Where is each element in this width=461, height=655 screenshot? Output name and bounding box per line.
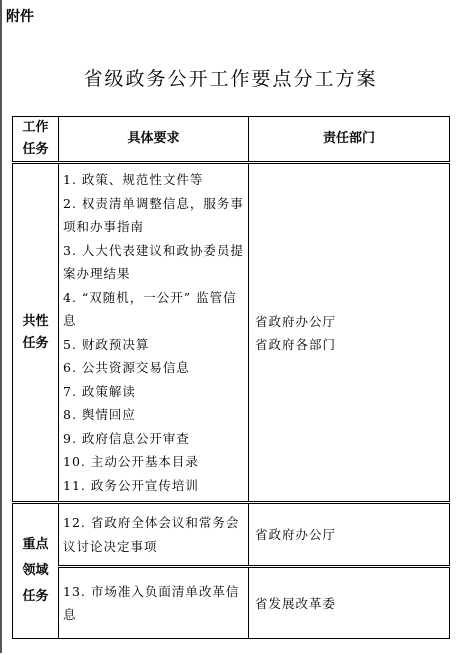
requirement-item: 6. 公共资源交易信息 (63, 360, 190, 375)
key-requirement-2: 13. 市场准入负面清单改革信息 (59, 567, 249, 639)
requirement-item: 8. 舆情回应 (63, 407, 136, 422)
header-task (13, 117, 59, 163)
page-title: 省级政务公开工作要点分工方案 (83, 68, 378, 90)
key-task-cell (13, 503, 59, 639)
requirement-item: 9. 政府信息公开审查 (63, 430, 190, 446)
requirement-item: 3. 人大代表建议和政协委员提案办理结果 (63, 242, 244, 281)
key-task-line3: 任务 (22, 589, 49, 604)
header-department: 责任部门 (249, 117, 450, 163)
attachment-label: 附件 (6, 9, 34, 25)
task-table (12, 116, 450, 639)
department-line: 省政府办公厅 (255, 313, 337, 329)
requirement-item: 11. 政务公开宣传培训 (63, 477, 199, 493)
table-header-row (13, 117, 450, 163)
department-line: 省政府各部门 (255, 336, 337, 352)
requirement-item: 7. 政策解读 (63, 383, 136, 399)
header-task-line2: 任务 (22, 142, 49, 157)
header-requirement: 具体要求 (59, 117, 249, 163)
requirement-item: 2. 权责清单调整信息，服务事项和办事指南 (63, 195, 244, 234)
common-task-line1: 共性 (22, 313, 49, 329)
common-departments (249, 163, 450, 503)
table-row-common (13, 163, 450, 503)
requirement-item: 5. 财政预决算 (63, 336, 150, 352)
common-requirements (59, 163, 249, 503)
key-task-line2: 领域 (22, 563, 49, 578)
key-requirement-1: 12. 省政府全体会议和常务会议讨论决定事项 (59, 503, 249, 567)
common-task-cell (13, 163, 59, 503)
requirement-item: 1. 政策、规范性文件等 (63, 172, 204, 187)
table-row-key-1 (13, 503, 450, 567)
common-task-line2: 任务 (22, 335, 49, 351)
header-task-line1: 工作 (22, 120, 49, 135)
key-department-2: 省发展改革委 (249, 567, 450, 639)
requirement-item: 10. 主动公开基本目录 (63, 454, 199, 469)
key-department-1: 省政府办公厅 (249, 503, 450, 567)
requirement-item: 4. “双随机，一公开” 监管信息 (63, 289, 237, 328)
table-row-key-2 (13, 567, 450, 639)
key-task-line1: 重点 (22, 537, 49, 552)
